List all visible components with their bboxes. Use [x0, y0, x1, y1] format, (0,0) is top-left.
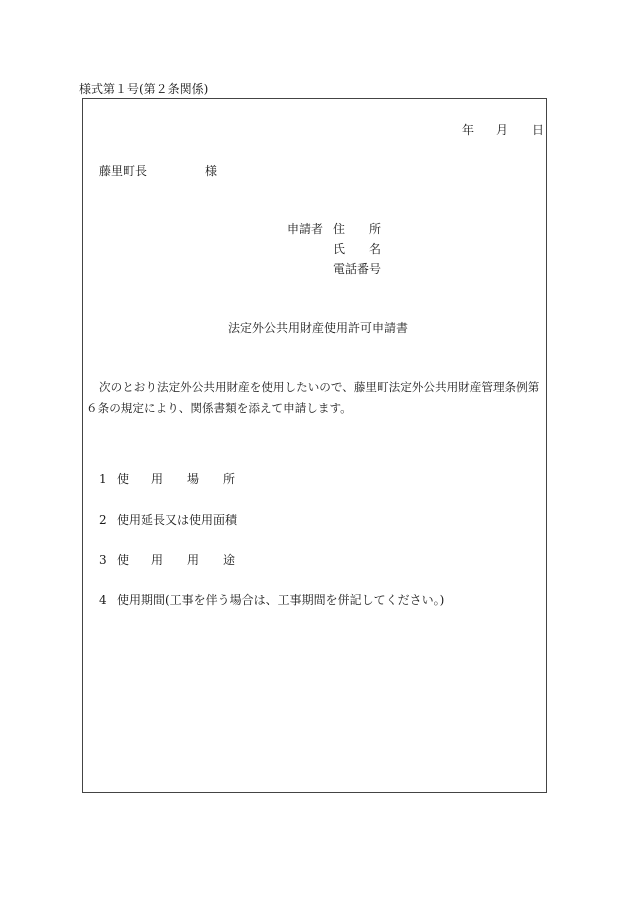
item-label-char: 場	[187, 472, 200, 486]
item-number: 3	[99, 553, 107, 567]
day-label: 日	[532, 123, 545, 137]
item-label-char: 使	[117, 472, 130, 486]
item-number: 4	[99, 593, 107, 607]
address-label-2: 所	[369, 222, 382, 236]
document-title: 法定外公共用財産使用許可申請書	[228, 321, 409, 335]
body-line-1: 次のとおり法定外公共用財産を使用したいので、藤里町法定外公共用財産管理条例第	[99, 380, 540, 394]
address-label-1: 住	[333, 222, 346, 236]
item-number: 2	[99, 513, 107, 527]
name-label-2: 名	[369, 242, 382, 256]
item-label-char: 使	[117, 553, 130, 567]
body-line-2: ６条の規定により、関係書類を添えて申請します。	[86, 401, 352, 415]
item-label-char: 途	[223, 553, 236, 567]
item-label-char: 用	[151, 472, 164, 486]
item-number: 1	[99, 472, 107, 486]
addressee-name: 藤里町長	[99, 164, 148, 178]
applicant-label: 申請者	[287, 222, 324, 236]
form-number: 様式第１号(第２条関係)	[79, 82, 209, 96]
item-label-char: 用	[187, 553, 200, 567]
year-label: 年	[462, 123, 475, 137]
name-label-1: 氏	[333, 242, 346, 256]
form-frame	[82, 98, 547, 793]
item-label: 使用期間(工事を伴う場合は、工事期間を併記してください。)	[117, 593, 445, 607]
addressee-honorific: 様	[205, 164, 218, 178]
item-label-char: 所	[223, 472, 236, 486]
phone-label: 電話番号	[333, 262, 382, 276]
item-label: 使用延長又は使用面積	[117, 513, 238, 527]
item-label-char: 用	[151, 553, 164, 567]
month-label: 月	[496, 123, 509, 137]
